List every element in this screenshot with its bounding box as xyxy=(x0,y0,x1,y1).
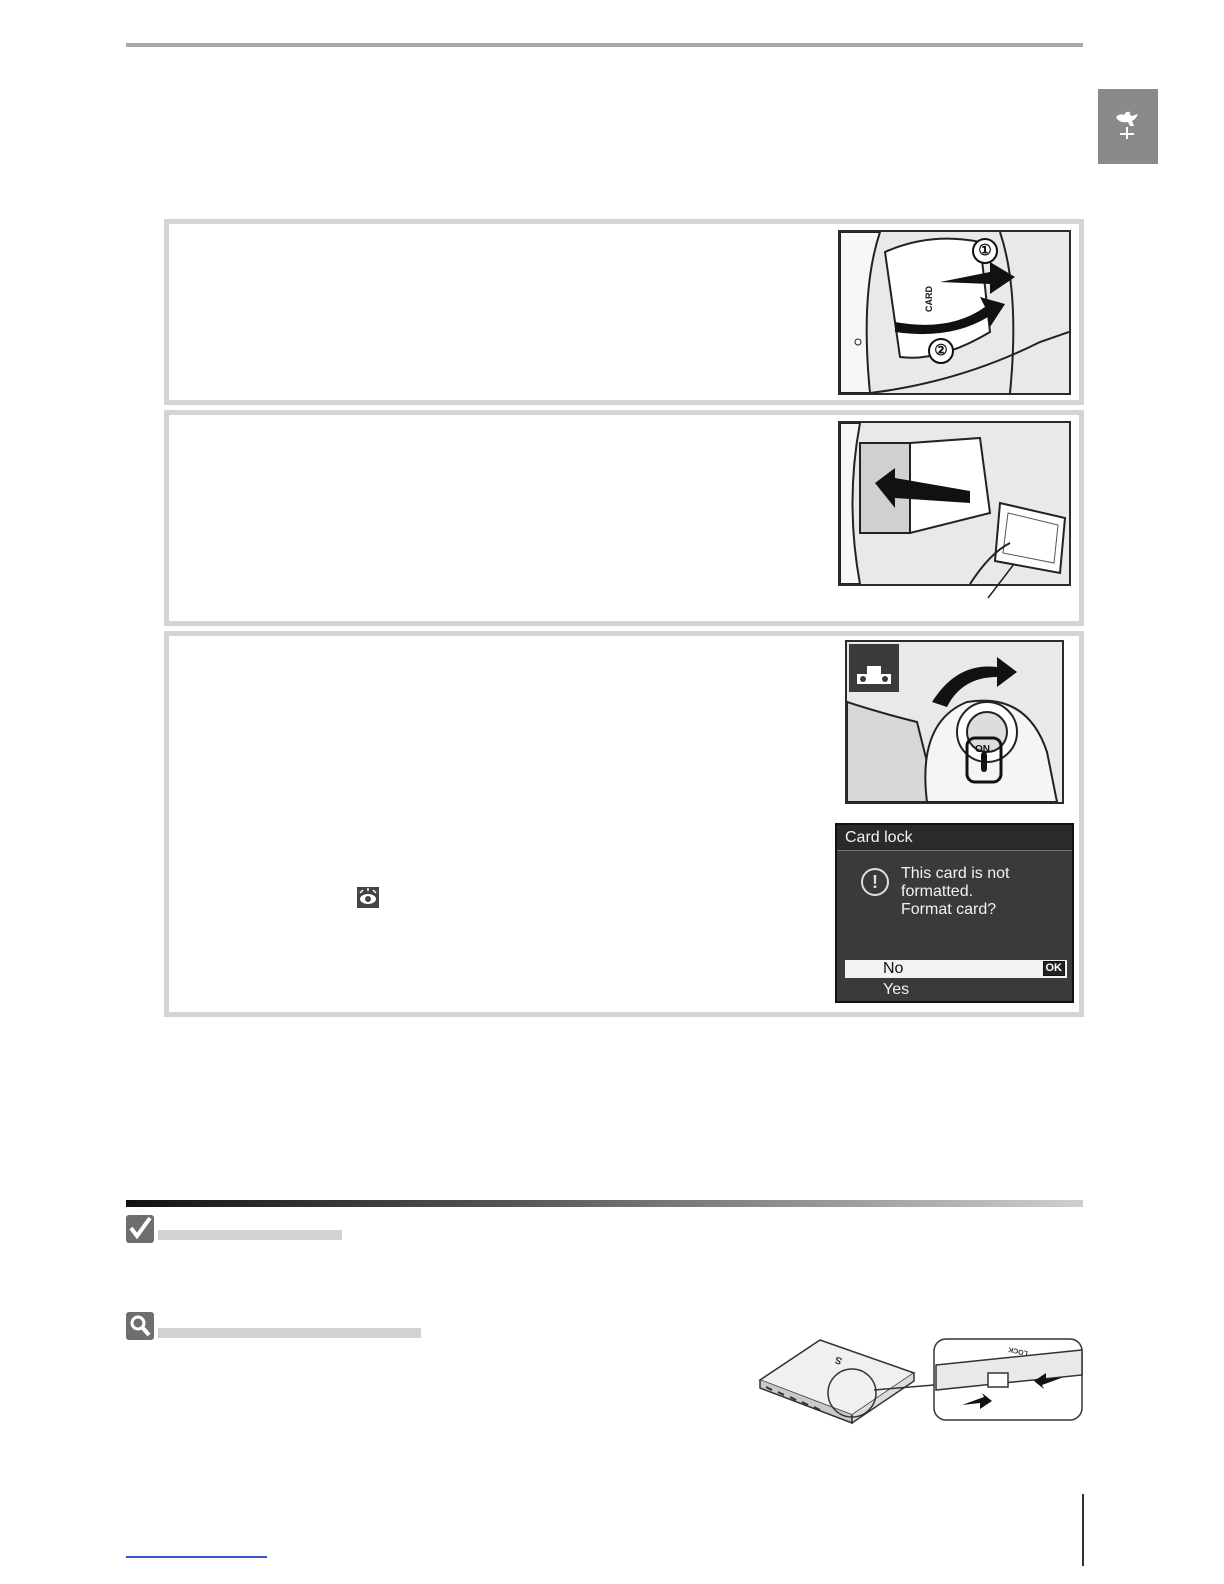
callout-1: ① xyxy=(972,238,998,264)
alert-icon: ! xyxy=(861,868,889,896)
note-1-heading-bar xyxy=(158,1230,342,1240)
card-lock-dialog xyxy=(835,823,1074,1003)
notes-divider xyxy=(126,1200,1083,1207)
option-no[interactable] xyxy=(845,960,1067,978)
step-1-illustration xyxy=(838,230,1071,395)
option-yes[interactable] xyxy=(845,981,1067,999)
callout-2: ② xyxy=(928,338,954,364)
step-3-illustration xyxy=(845,640,1064,804)
dialog-message: This card is not formatted. Format card? xyxy=(901,865,1010,918)
option-no-label: No xyxy=(883,960,904,977)
header-rule xyxy=(126,43,1083,47)
checkmark-icon xyxy=(126,1215,154,1243)
weathercock-icon xyxy=(1098,89,1158,164)
eye-reference-icon xyxy=(357,887,379,908)
ok-badge: OK xyxy=(1043,961,1066,976)
camera-top-icon xyxy=(849,644,899,692)
chapter-tab xyxy=(1098,89,1158,164)
sd-card-lock-switch-icon xyxy=(752,1335,1084,1425)
svg-text:S: S xyxy=(833,1353,844,1367)
note-2-heading-bar xyxy=(158,1328,421,1338)
note-check-box xyxy=(126,1215,154,1243)
card-slot-cover-open-icon xyxy=(840,232,1069,393)
on-label: ON xyxy=(975,744,990,755)
note-magnifier-box xyxy=(126,1312,154,1340)
page-edge-rule xyxy=(1082,1494,1084,1566)
option-yes-label: Yes xyxy=(883,981,910,998)
card-leader-line xyxy=(982,560,1022,600)
footer-link[interactable] xyxy=(126,1556,267,1558)
dialog-title: Card lock xyxy=(837,825,1072,851)
mode-dial-badge xyxy=(849,644,899,692)
card-label: CARD xyxy=(924,286,934,312)
step-2-illustration xyxy=(838,421,1071,586)
magnifier-icon xyxy=(126,1312,154,1340)
lock-label: LOCK xyxy=(1007,1345,1029,1357)
memory-card-insert-icon xyxy=(840,423,1069,584)
